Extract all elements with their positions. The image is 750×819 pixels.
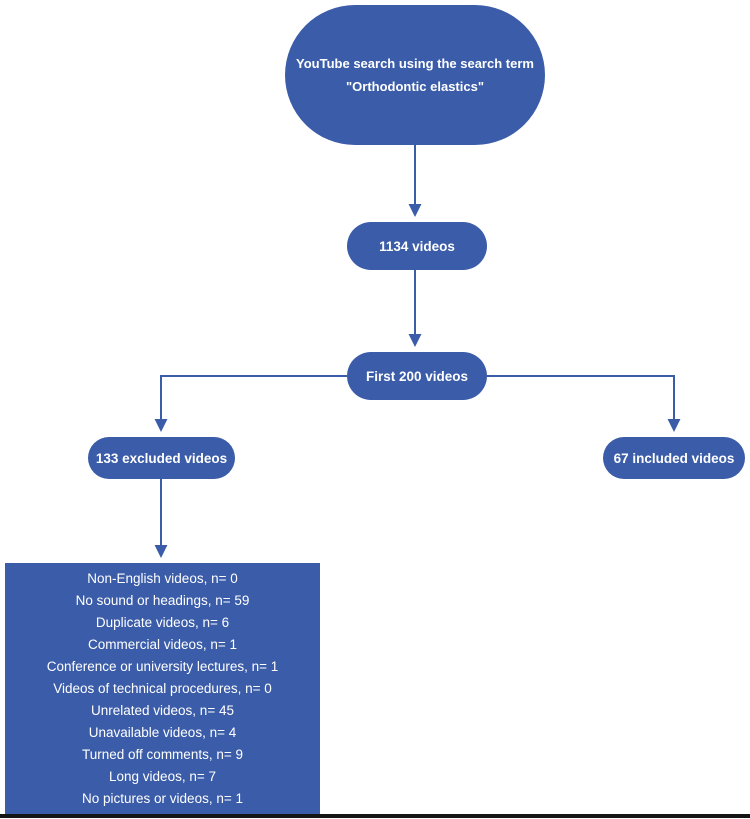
node-included-videos <box>603 437 745 479</box>
node-youtube-search <box>285 5 545 145</box>
node-exclusion-reasons <box>5 563 320 814</box>
arrow-first200-to-included <box>487 376 674 430</box>
node-excluded-videos <box>88 437 235 479</box>
node-1134-videos <box>347 222 487 270</box>
exclusion-reason: Conference or university lectures, n= 1 <box>46 658 279 674</box>
exclusion-reason: Duplicate videos, n= 6 <box>95 614 230 630</box>
exclusion-reason: Unavailable videos, n= 4 <box>88 724 237 740</box>
node-youtube-search-line1: YouTube search using the search term <box>296 56 534 71</box>
exclusion-reason: Turned off comments, n= 9 <box>82 746 243 762</box>
exclusion-reason: Non-English videos, n= 0 <box>87 570 238 586</box>
exclusion-reason: No sound or headings, n= 59 <box>75 592 250 608</box>
node-included-videos-label: 67 included videos <box>613 450 735 466</box>
exclusion-reason: Commercial videos, n= 1 <box>88 636 237 652</box>
node-excluded-videos-label: 133 excluded videos <box>95 450 228 466</box>
arrow-first200-to-excluded <box>161 376 347 430</box>
node-first-200-videos <box>347 352 487 400</box>
exclusion-reason: No pictures or videos, n= 1 <box>82 790 243 806</box>
node-1134-videos-label: 1134 videos <box>379 238 455 254</box>
exclusion-reason: Unrelated videos, n= 45 <box>91 702 234 718</box>
figure-bottom-border <box>0 814 750 818</box>
exclusion-reason: Videos of technical procedures, n= 0 <box>53 680 272 696</box>
node-youtube-search-line2: "Orthodontic elastics" <box>345 79 485 94</box>
exclusion-reason: Long videos, n= 7 <box>109 768 216 784</box>
node-first-200-videos-label: First 200 videos <box>365 368 469 384</box>
